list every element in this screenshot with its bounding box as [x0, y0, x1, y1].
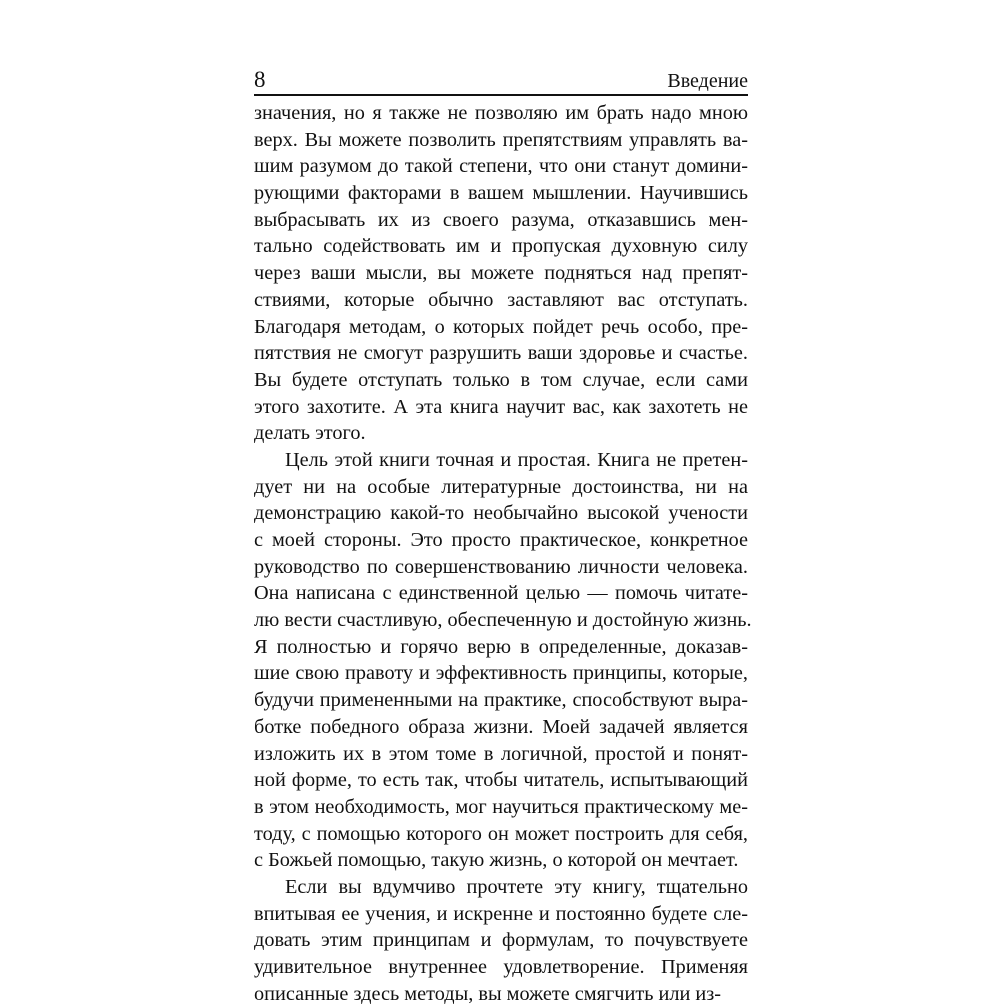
- text-line: демонстрацию какой-то необычайно высокой учености: [254, 502, 748, 525]
- text-line: в этом необходимость, мог научиться практическому ме-: [254, 795, 748, 818]
- paragraph: [254, 447, 752, 874]
- body-text: [254, 100, 752, 1007]
- text-line: довать этим принципам и формулам, то почувствуете: [254, 929, 748, 952]
- text-line: пятствия не смогут разрушить ваши здоровье и счастье.: [254, 342, 748, 365]
- text-line: удивительное внутреннее удовлетворение. Применяя: [254, 956, 748, 978]
- text-line: тально содействовать им и пропуская духовную силу: [254, 235, 748, 258]
- text-line: Если вы вдумчиво прочтете эту книгу, тщательно: [285, 875, 748, 898]
- text-line: шие свою правоту и эффективность принципы, которые,: [254, 662, 748, 685]
- text-line: тоду, с помощью которого он может построить для себя,: [254, 822, 748, 845]
- text-line: ботке победного образа жизни. Моей задачей является: [254, 715, 748, 738]
- text-line: выбрасывать их из своего разума, отказавшись мен-: [254, 208, 748, 231]
- text-line: руководство по совершенствованию личности человека.: [254, 555, 748, 578]
- text-line: изложить их в этом томе в логичной, простой и понят-: [254, 742, 748, 765]
- running-head: [254, 66, 748, 96]
- text-line: лю вести счастливую, обеспеченную и достойную жизнь.: [254, 609, 752, 632]
- text-line: впитывая ее учения, и искренне и постоянно будете сле-: [254, 902, 748, 925]
- text-line: дует ни на особые литературные достоинства, ни на: [254, 475, 748, 498]
- text-line: Вы будете отступать только в том случае, если сами: [254, 368, 748, 391]
- text-line: шим разумом до такой степени, что они станут домини-: [254, 155, 748, 178]
- text-line: с моей стороны. Это просто практическое, конкретное: [254, 529, 748, 551]
- text-line: будучи примененными на практике, способствуют выра-: [254, 689, 748, 712]
- text-line: рующими факторами в вашем мышлении. Научившись: [254, 182, 748, 205]
- text-line: этого захотите. А эта книга научит вас, как захотеть не: [254, 395, 748, 418]
- text-line: верх. Вы можете позволить препятствиям управлять ва-: [254, 128, 748, 151]
- text-line: делать этого.: [254, 422, 366, 445]
- text-line: Благодаря методам, о которых пойдет речь особо, пре-: [254, 315, 748, 338]
- text-line: с Божьей помощью, такую жизнь, о которой он мечтает.: [254, 849, 739, 872]
- text-line: ствиями, которые обычно заставляют вас отступать.: [254, 288, 748, 311]
- book-page: [254, 66, 752, 1007]
- text-line: через ваши мысли, вы можете подняться над препят-: [254, 262, 748, 285]
- section-title: Введение: [667, 70, 748, 92]
- text-line: Цель этой книги точная и простая. Книга не претен-: [285, 448, 748, 471]
- paragraph: [254, 874, 748, 1007]
- text-line: Она написана с единственной целью — помочь читате-: [254, 582, 748, 605]
- text-line: ной форме, то есть так, чтобы читатель, испытывающий: [254, 769, 748, 792]
- text-line: Я полностью и горячо верю в определенные, доказав-: [254, 635, 748, 658]
- text-line: значения, но я также не позволяю им брать надо мною: [254, 102, 748, 124]
- paragraph: [254, 100, 748, 447]
- page-number: 8: [254, 67, 266, 92]
- text-line: описанные здесь методы, вы можете смягчить или из-: [254, 982, 722, 1005]
